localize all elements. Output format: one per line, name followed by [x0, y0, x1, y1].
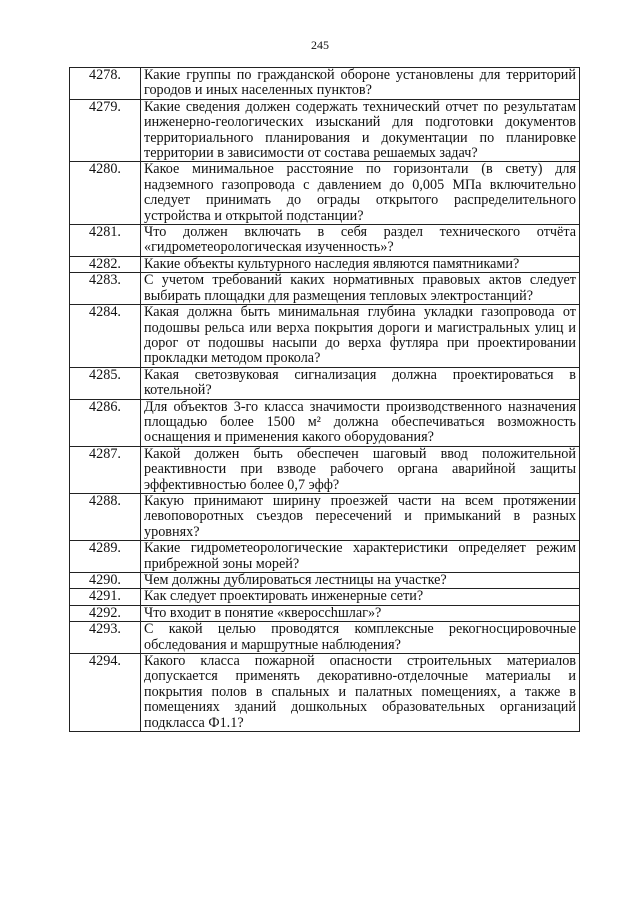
question-number: 4294. [70, 654, 141, 732]
question-text: Какая светозвуковая сигнализация должна проектироваться в котельной? [141, 367, 580, 399]
table-row [70, 367, 580, 399]
question-number: 4278. [70, 68, 141, 100]
question-text: С учетом требований каких нормативных правовых актов следует выбирать площадки для размещения тепловых электростанций? [141, 273, 580, 305]
question-number: 4293. [70, 622, 141, 654]
question-number: 4279. [70, 99, 141, 162]
question-number: 4290. [70, 573, 141, 589]
table-row [70, 573, 580, 589]
question-number: 4288. [70, 493, 141, 540]
question-text: Какой должен быть обеспечен шаговый ввод положительной реактивности при взводе рабочего органа аварийной защиты эффективностью более 0,7 эфф? [141, 446, 580, 493]
question-text: Чем должны дублироваться лестницы на участке? [141, 573, 580, 589]
questions-table-body [70, 68, 580, 732]
table-row [70, 605, 580, 621]
question-text: Какая должна быть минимальная глубина укладки газопровода от подошвы рельса или верха покрытия дороги и магистральных улиц и дорог от подошвы насыпи до верха футляра при проектировании прокладки методом прокола? [141, 305, 580, 368]
table-row [70, 541, 580, 573]
question-number: 4291. [70, 589, 141, 605]
table-row [70, 446, 580, 493]
table-row [70, 399, 580, 446]
table-row [70, 654, 580, 732]
question-text: Какие объекты культурного наследия являются памятниками? [141, 256, 580, 272]
question-number: 4281. [70, 225, 141, 257]
table-row [70, 273, 580, 305]
question-text: Для объектов 3-го класса значимости производственного назначения площадью более 1500 м² должна обеспечиваться возможность оснащения и применения какого оборудования? [141, 399, 580, 446]
question-number: 4282. [70, 256, 141, 272]
table-row [70, 589, 580, 605]
question-text: Какого класса пожарной опасности строительных материалов допускается применять декоративно-отделочные материалы и покрытия полов в спальных и палатных помещениях, а также в помещениях зданий дошкольных образовательных организаций подкласса Ф1.1? [141, 654, 580, 732]
table-row [70, 305, 580, 368]
table-row [70, 225, 580, 257]
page-number: 245 [311, 38, 329, 52]
question-number: 4287. [70, 446, 141, 493]
question-text: Какие сведения должен содержать технический отчет по результатам инженерно-геологических изысканий для подготовки документов территориального планирования и документации по планировке территории в зависимости от состава решаемых задач? [141, 99, 580, 162]
question-number: 4283. [70, 273, 141, 305]
question-number: 4292. [70, 605, 141, 621]
question-number: 4289. [70, 541, 141, 573]
table-row [70, 622, 580, 654]
question-text: Как следует проектировать инженерные сети? [141, 589, 580, 605]
questions-table [69, 67, 580, 732]
question-text: Что входит в понятие «кверocchшлаг»? [141, 605, 580, 621]
table-row [70, 493, 580, 540]
question-number: 4286. [70, 399, 141, 446]
question-text: Какую принимают ширину проезжей части на всем протяжении левоповоротных съездов пересечений и примыканий в разных уровнях? [141, 493, 580, 540]
question-number: 4284. [70, 305, 141, 368]
question-number: 4280. [70, 162, 141, 225]
table-row [70, 256, 580, 272]
question-number: 4285. [70, 367, 141, 399]
question-text: Какие гидрометеорологические характеристики определяет режим прибрежной зоны морей? [141, 541, 580, 573]
question-text: Какие группы по гражданской обороне установлены для территорий городов и иных населенных пунктов? [141, 68, 580, 100]
question-text: Какое минимальное расстояние по горизонтали (в свету) для надземного газопровода с давлением до 0,005 МПа включительно следует принимать до ограды открытого распределительного устройства и открытой подстанции? [141, 162, 580, 225]
question-text: С какой целью проводятся комплексные рекогносцировочные обследования и маршрутные наблюдения? [141, 622, 580, 654]
table-row [70, 68, 580, 100]
question-text: Что должен включать в себя раздел технического отчёта «гидрометеорологическая изученность»? [141, 225, 580, 257]
table-row [70, 99, 580, 162]
table-row [70, 162, 580, 225]
